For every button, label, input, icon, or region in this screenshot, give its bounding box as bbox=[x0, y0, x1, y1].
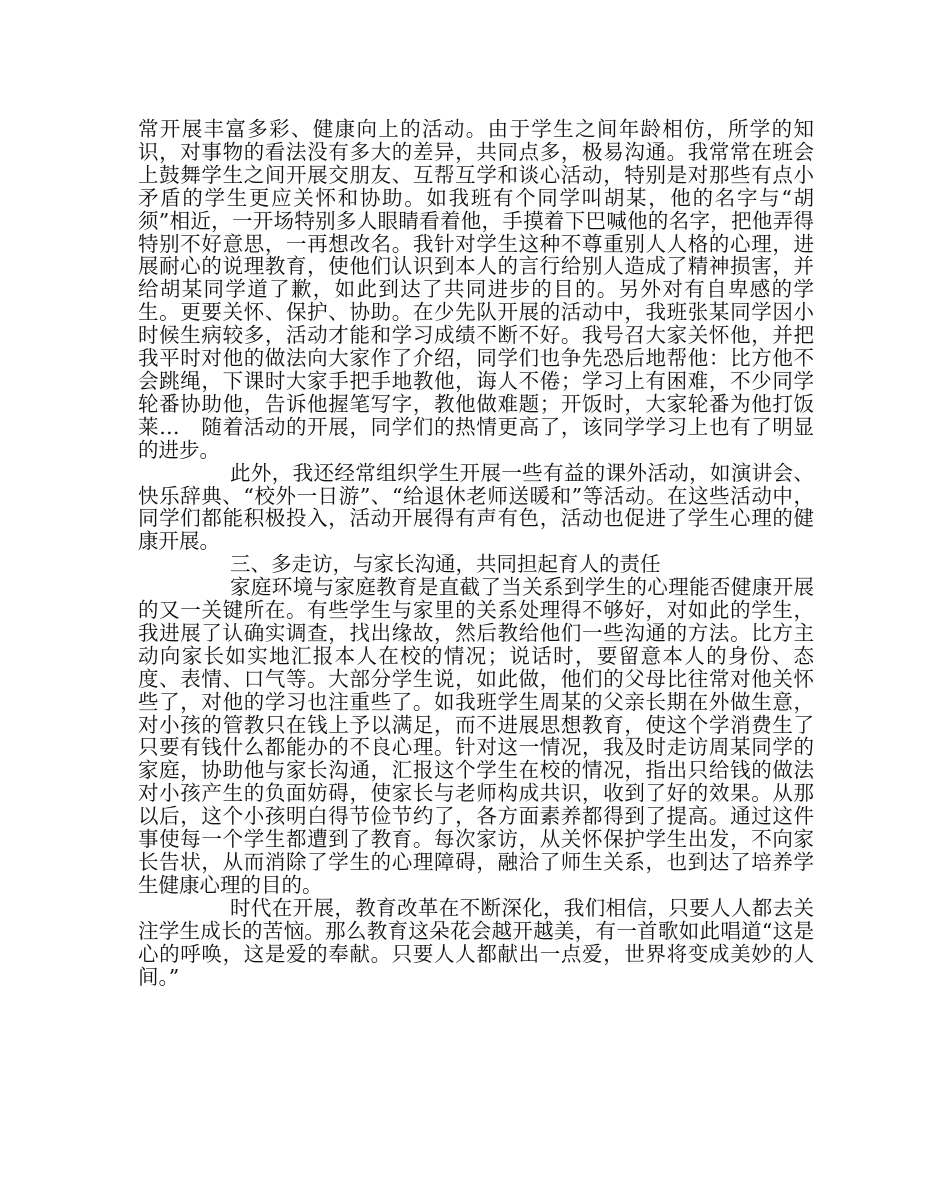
document-page bbox=[138, 118, 814, 988]
section-heading-family-visits: 三、多走访，与家长沟通，共同担起育人的责任 bbox=[230, 552, 661, 577]
paragraph-extracurricular: 此外，我还经常组织学生开展一些有益的课外活动，如演讲会、快乐辞典、“校外一日游”、“给退休老师送暖和”等活动。在这些活动中，同学们都能积极投入，活动开展得有声有色，活动也促进了学生心理的健康开展。 bbox=[138, 460, 814, 554]
paragraph-conclusion: 时代在开展，教育改革在不断深化，我们相信，只要人人都去关注学生成长的苦恼。那么教育这朵花会越开越美，有一首歌如此唱道“这是心的呼唤，这是爱的奉献。只要人人都献出一点爱，世界将变成美妙的人间。” bbox=[138, 895, 814, 989]
paragraph-activities: 常开展丰富多彩、健康向上的活动。由于学生之间年龄相仿，所学的知识，对事物的看法没有多大的差异，共同点多，极易沟通。我常常在班会上鼓舞学生之间开展交朋友、互帮互学和谈心活动，特别是对那些有点小矛盾的学生更应关怀和协助。如我班有个同学叫胡某，他的名字与“胡须”相近，一开场特别多人眼睛看着他，手摸着下巴喊他的名字，把他弄得特别不好意思，一再想改名。我针对学生这种不尊重别人人格的心理，进展耐心的说理教育，使他们认识到本人的言行给别人造成了精神损害，并给胡某同学道了歉，如此到达了共同进步的目的。另外对有自卑感的学生。更要关怀、保护、协助。在少先队开展的活动中，我班张某同学因小时候生病较多，活动才能和学习成绩不断不好。我号召大家关怀他，并把我平时对他的做法向大家作了介绍，同学们也争先恐后地帮他：比方他不会跳绳，下课时大家手把手地教他，诲人不倦；学习上有困难，不少同学轮番协助他，告诉他握笔写字，教他做难题；开饭时，大家轮番为他打饭莱… 随着活动的开展，同学们的热情更高了，该同学学习上也有了明显的进步。 bbox=[138, 117, 814, 462]
paragraph-family-education: 家庭环境与家庭教育是直截了当关系到学生的心理能否健康开展的又一关键所在。有些学生与家里的关系处理得不够好，对如此的学生，我进展了认确实调查，找出缘故，然后教给他们一些沟通的方法。比方主动向家长如实地汇报本人在校的情况；说话时，要留意本人的身份、态度、表情、口气等。大部分学生说，如此做，他们的父母比往常对他关怀些了，对他的学习也注重些了。如我班学生周某的父亲长期在外做生意，对小孩的管教只在钱上予以满足，而不进展思想教育，使这个学消费生了只要有钱什么都能办的不良心理。针对这一情况，我及时走访周某同学的家庭，协助他与家长沟通，汇报这个学生在校的情况，指出只给钱的做法对小孩产生的负面妨碍，使家长与老师构成共识，收到了好的效果。从那以后，这个小孩明白得节俭节约了，各方面素养都得到了提高。通过这件事使每一个学生都遭到了教育。每次家访，从关怀保护学生出发，不向家长告状，从而消除了学生的心理障碍，融洽了师生关系，也到达了培养学生健康心理的目的。 bbox=[138, 575, 814, 897]
